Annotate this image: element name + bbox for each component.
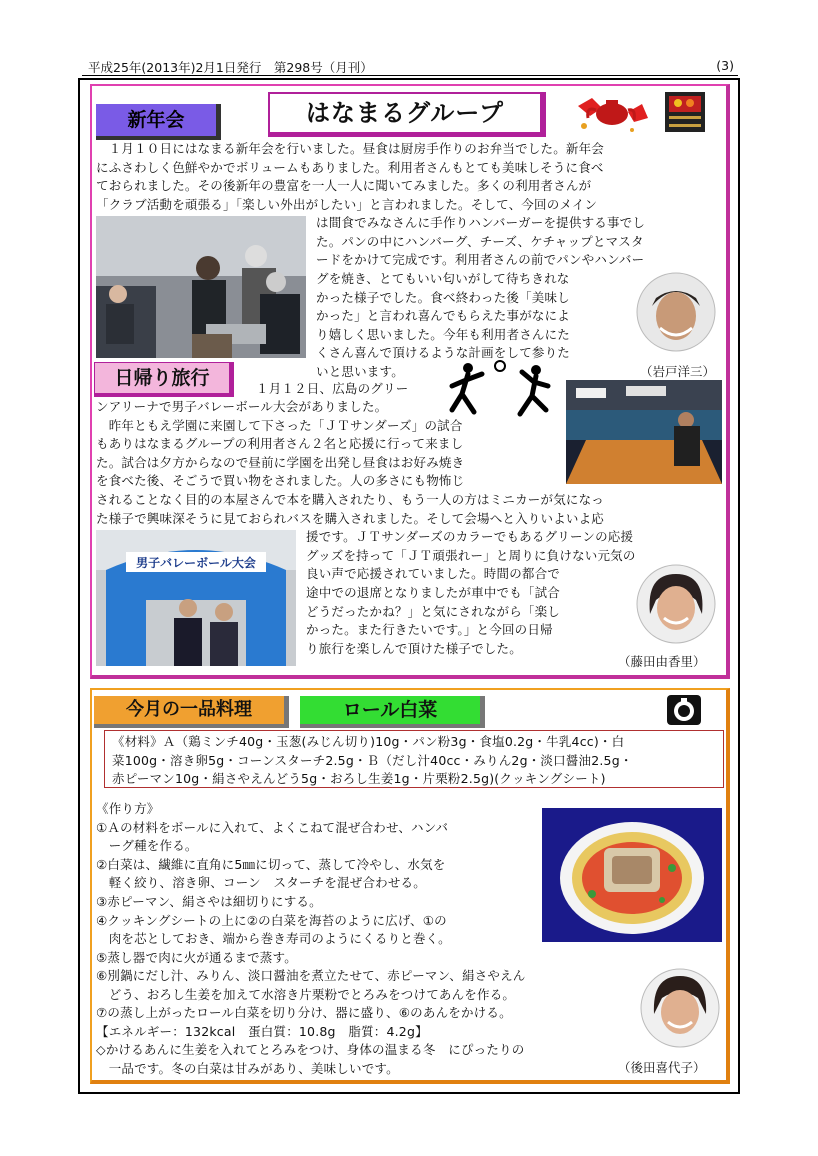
portrait-iwato — [636, 272, 716, 352]
header-rule — [82, 75, 738, 76]
text-line: グッズを持って「ＪＴ頑張れー」と周りに負けない元気の — [306, 547, 636, 563]
text-line: 良い声で応援されていました。時間の都合で — [306, 566, 561, 582]
text-line: どう、おろし生姜を加えて水溶き片栗粉でとろみをつけてあんを作る。 — [96, 986, 516, 1002]
shinnenkai-paragraph-right — [316, 214, 645, 270]
text-line: た。パンの中にハンバーグ、チーズ、ケチャップとマスタ — [316, 233, 644, 249]
author-iwato: （岩戸洋三） — [640, 364, 716, 379]
author-ushirota: （後田喜代子） — [618, 1060, 706, 1075]
text-line: ⑥別鍋にだし汁、みりん、淡口醤油を煮立たせて、赤ピーマン、絹さやえん — [96, 968, 526, 983]
higaeri-lead: １月１２日、広島のグリー — [256, 381, 409, 396]
label-shinnenkai: 新年会 — [96, 104, 221, 140]
hamburger-event-photo — [96, 216, 306, 358]
higaeri-paragraph-b — [306, 528, 636, 584]
text-line: くさん喜んで頂けるような計画をして参りた — [316, 345, 571, 361]
text-line: 【エネルギー：132kcal 蛋白質：10.8g 脂質：4.2g】 — [96, 1023, 428, 1039]
issue-line: 平成25年(2013年)2月1日発行 第298号（月刊） — [88, 60, 373, 75]
higaeri-paragraph-a — [96, 398, 464, 491]
author-fujita: （藤田由香里） — [618, 654, 706, 669]
text-line: ①Ａの材料をボールに入れて、よくこねて混ぜ合わせ、ハンバ — [96, 819, 449, 835]
text-line: もありはなまるグループの利用者さん２名と応援に行って来まし — [96, 436, 464, 452]
text-line: かった」と言われ喜んでもらえた事がなによ — [316, 308, 571, 324]
volleyball-event-photo — [96, 530, 296, 666]
text-line: ⑤蒸し器で肉に火が通るまで蒸す。 — [96, 949, 297, 965]
text-line: 途中での退席となりましたが車中でも「試合 — [306, 585, 561, 600]
text-line: 菜100g・溶き卵5g・コーンスターチ2.5g・Ｂ（だし汁40cc・みりん2g・淡口醤油2.5g・ — [112, 752, 633, 768]
text-line: は間食でみなさんに手作りハンバーガーを提供する事でし — [316, 215, 646, 230]
text-line: ◇かけるあんに生姜を入れてとろみをつけ、身体の温まる冬 にぴったりの — [96, 1042, 525, 1058]
chef-face-icon — [666, 694, 702, 726]
group-title: はなまるグループ — [268, 92, 546, 137]
label-kongetsu-ippin: 今月の一品料理 — [94, 696, 289, 728]
text-line: 《材料》Ａ（鶏ミンチ40g・玉葱(みじん切り)10g・パン粉3g・食塩0.2g・牛乳4cc)・白 — [112, 734, 625, 749]
jubako-box-icon — [662, 88, 708, 136]
arena-photo — [566, 380, 722, 484]
text-line: されることなく目的の本屋さんで本を購入されたり、もう一人の方はミニカーが気になっ — [96, 492, 605, 507]
text-line: ーグ種を作る。 — [96, 838, 198, 854]
text-line: り旅行を楽しんで頂けた様子でした。 — [306, 640, 522, 656]
teapot-decoration-icon — [572, 88, 652, 134]
text-line: 軽く絞り、溶き卵、コーン スターチを混ぜ合わせる。 — [96, 875, 426, 891]
higaeri-paragraph-full — [96, 491, 604, 528]
text-line: １月１０日にはなまる新年会を行いました。昼食は厨房手作りのお弁当でした。新年会 — [96, 141, 605, 156]
text-line: ンアリーナで男子バレーボール大会がありました。 — [96, 399, 388, 414]
recipe-steps — [96, 800, 451, 967]
text-line: り嬉しく思いました。今年も利用者さんにた — [316, 326, 571, 342]
text-line: いと思います。 — [316, 363, 404, 379]
page-header — [88, 58, 734, 74]
portrait-fujita — [636, 564, 716, 644]
text-line: ⑦の蒸し上がったロール白菜を切り分け、器に盛り、⑥のあんをかける。 — [96, 1005, 512, 1021]
portrait-ushirota — [640, 968, 720, 1048]
dish-name: ロール白菜 — [300, 696, 485, 728]
text-line: どうだったかね？」と気にされながら「楽し — [306, 603, 561, 619]
text-line: にふさわしく色鮮やかでボリュームもありました。利用者さんもとても美味しそうに食べ — [96, 159, 604, 175]
text-line: かった様子でした。食べ終わった後「美味し — [316, 289, 570, 305]
text-line: ードをかけて完成です。利用者さんの前でパンやハンバー — [316, 252, 645, 268]
text-line: 一品です。冬の白菜は甘みがあり、美味しいです。 — [96, 1060, 399, 1076]
text-line: 「クラブ活動を頑張る」「楽しい外出がしたい」と言われました。そして、今回のメイン — [96, 196, 598, 212]
text-line: 《作り方》 — [96, 801, 160, 816]
ingredients-text — [112, 733, 633, 789]
recipe-steps-narrow — [96, 967, 526, 1079]
text-line: た様子で興味深そうに見ておられバスを購入されました。そして会場へと入りいよいよ応 — [96, 510, 605, 526]
text-line: 赤ピーマン10g・絹さやえんどう5g・おろし生姜1g・片栗粉2.5g)(クッキングシート) — [112, 771, 606, 787]
text-line: ③赤ピーマン、絹さやは細切りにする。 — [96, 893, 322, 909]
text-line: 援です。ＪＴサンダーズのカラーでもあるグリーンの応援 — [306, 529, 634, 544]
higaeri-paragraph-c — [306, 584, 560, 658]
text-line: ておられました。その後新年の豊富を一人一人に聞いてみました。多くの利用者さんが — [96, 178, 592, 194]
text-line: グを焼き、とてもいい匂いがして待ちきれな — [316, 271, 570, 286]
page-number: (3) — [716, 58, 734, 73]
text-line: 昨年ともえ学園に来園して下さった「ＪＴサンダーズ」の試合 — [96, 417, 463, 433]
text-line: ②白菜は、繊維に直角に5㎜に切って、蒸して冷やし、水気を — [96, 856, 446, 872]
banner-text: 男子バレーボール大会 — [136, 556, 256, 570]
shinnenkai-paragraph-full — [96, 140, 604, 214]
text-line: 肉を芯としておき、端から巻き寿司のようにくるりと巻く。 — [96, 931, 451, 947]
text-line: を食べた後、そごうで買い物をされました。人の多さにも物怖じ — [96, 473, 465, 489]
label-higaeri-ryoko: 日帰り旅行 — [94, 362, 234, 397]
text-line: ④クッキングシートの上に②の白菜を海苔のように広げ、①の — [96, 912, 447, 928]
text-line: た。試合は夕方からなので昼前に学園を出発し昼食はお好み焼き — [96, 454, 465, 470]
dish-photo — [542, 808, 722, 942]
text-line: かった。また行きたいです。」と今回の日帰 — [306, 622, 553, 638]
